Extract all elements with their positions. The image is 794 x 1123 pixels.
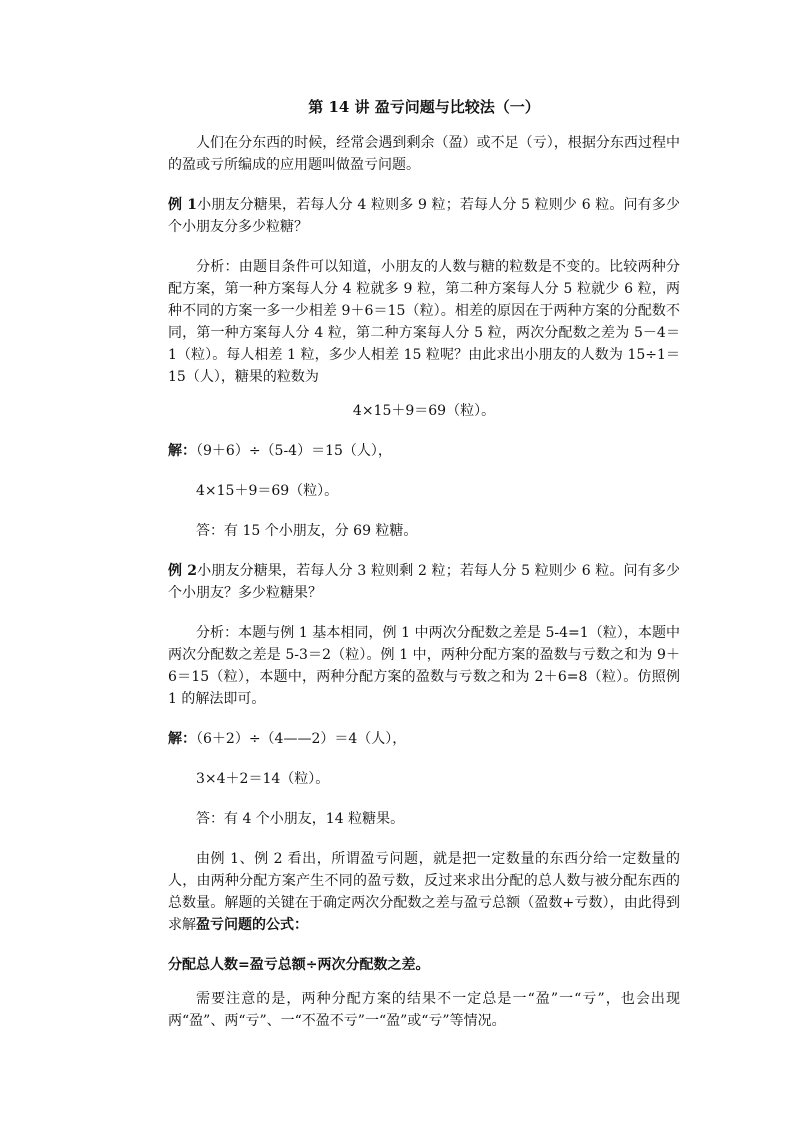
formula: 分配总人数=盈亏总额÷两次分配数之差。 xyxy=(168,957,430,973)
note-paragraph: 需要注意的是，两种分配方案的结果不一定总是一“盈”一“亏”，也会出现两“盈”、两“亏”、一“不盈不亏”一“盈”或“亏”等情况。 xyxy=(168,991,680,1029)
example2-question-text: 小朋友分糖果，若每人分 3 粒则剩 2 粒；若每人分 5 粒则少 6 粒。问有多少个小朋友？多少粒糖果？ xyxy=(168,563,680,601)
example1-center-equation: 4×15＋9＝69（粒）。 xyxy=(352,403,496,419)
example1-label: 例 1 xyxy=(168,197,197,213)
intro-paragraph: 人们在分东西的时候，经常会遇到剩余（盈）或不足（亏），根据分东西过程中的盈或亏所编成的应用题叫做盈亏问题。 xyxy=(168,135,680,173)
example1-solution-eq1: （9＋6）÷（5-4）＝15（人）， xyxy=(196,443,392,459)
example2-solution-line1 xyxy=(168,728,680,750)
example1-analysis: 分析：由题目条件可以知道，小朋友的人数与糖的粒数是不变的。比较两种分配方案，第一种方案每人分 4 粒就多 9 粒，第二种方案每人分 5 粒就少 6 粒，两种不同的方案一多一少相差 9＋6＝15（粒）。相差的原因在于两种方案的分配数不同，第一种方案每人分 4 粒，第二种方案每人分 5 粒，两次分配数之差为 5－4＝1（粒）。每人相差 1 粒，多少人相差 15 粒呢？由此求出小朋友的人数为 15÷1＝15（人），糖果的粒数为 xyxy=(168,259,680,385)
example2-solution-line2: 3×4＋2＝14（粒）。 xyxy=(196,771,330,787)
example1-solution-line2: 4×15＋9＝69（粒）。 xyxy=(196,483,339,499)
summary-paragraph xyxy=(168,848,680,936)
example2-solution-eq1: （6＋2）÷（4——2）＝4（人）， xyxy=(196,731,407,747)
example1-solution-line1 xyxy=(168,440,680,462)
example1-question xyxy=(168,194,680,238)
example2-question xyxy=(168,560,680,604)
example2-analysis: 分析：本题与例 1 基本相同，例 1 中两次分配数之差是 5-4=1（粒），本题中两次分配数之差是 5-3＝2（粒）。例 1 中，两种分配方案的盈数与亏数之和为 9＋6＝15（粒），本题中，两种分配方案的盈数与亏数之和为 2＋6=8（粒）。仿照例 1 的解法即可。 xyxy=(168,625,680,707)
example2-label: 例 2 xyxy=(168,563,197,579)
document-body xyxy=(168,96,680,1032)
example1-question-text: 小朋友分糖果，若每人分 4 粒则多 9 粒；若每人分 5 粒则少 6 粒。问有多少个小朋友分多少粒糖？ xyxy=(168,197,680,235)
example1-answer: 答：有 15 个小朋友，分 69 粒糖。 xyxy=(196,523,418,539)
summary-bold-text: 盈亏问题的公式： xyxy=(196,917,308,933)
example1-solution-label: 解： xyxy=(168,443,196,459)
page-title: 第 14 讲 盈亏问题与比较法（一） xyxy=(308,98,540,116)
example2-solution-label: 解： xyxy=(168,731,196,747)
example2-answer: 答：有 4 个小朋友，14 粒糖果。 xyxy=(196,811,405,827)
summary-text: 由例 1、例 2 看出，所谓盈亏问题，就是把一定数量的东西分给一定数量的人，由两种分配方案产生不同的盈亏数，反过来求出分配的总人数与被分配东西的总数量。解题的关键在于确定两次分配数之差与盈亏总额（盈数+亏数），由此得到求解 xyxy=(168,851,680,933)
